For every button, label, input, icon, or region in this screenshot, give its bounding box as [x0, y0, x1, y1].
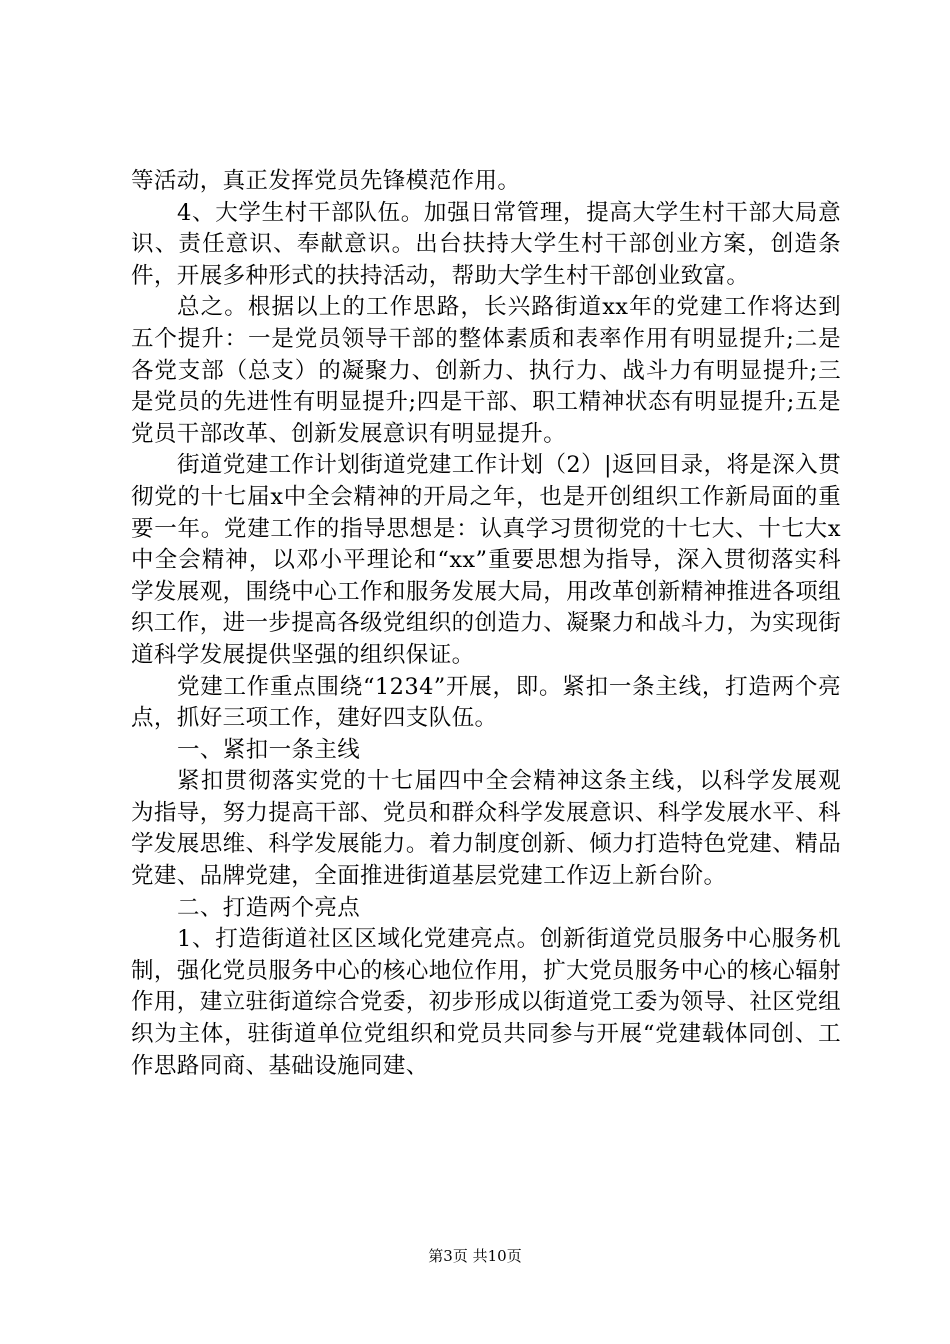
paragraph-6: 紧扣贯彻落实党的十七届四中全会精神这条主线，以科学发展观为指导，努力提高干部、党员和群众科学发展意识、科学发展水平、科学发展思维、科学发展能力。着力制度创新、倾力打造特色党建、精品党建、品牌党建，全面推进街道基层党建工作迈上新台阶。: [131, 768, 841, 890]
section-heading-2: 二、打造两个亮点: [177, 894, 361, 921]
paragraph-7: 1、打造街道社区区域化党建亮点。创新街道党员服务中心服务机制，强化党员服务中心的核心地位作用，扩大党员服务中心的核心辐射作用，建立驻街道综合党委，初步形成以街道党工委为领导、社区党组织为主体，驻街道单位党组织和党员共同参与开展“党建载体同创、工作思路同商、基础设施同建、: [131, 926, 841, 1079]
paragraph-4: 街道党建工作计划街道党建工作计划（2）|返回目录，将是深入贯彻党的十七届x中全会精神的开局之年，也是开创组织工作新局面的重要一年。党建工作的指导思想是：认真学习贯彻党的十七大、十七大x中全会精神，以邓小平理论和“xx”重要思想为指导，深入贯彻落实科学发展观，围绕中心工作和服务发展大局，用改革创新精神推进各项组织工作，进一步提高各级党组织的创造力、凝聚力和战斗力，为实现街道科学发展提供坚强的组织保证。: [131, 452, 841, 668]
document-body: [131, 166, 841, 1082]
paragraph-1: 等活动，真正发挥党员先锋模范作用。: [131, 168, 521, 194]
page-number: 第3页 共10页: [428, 1247, 522, 1265]
page-footer: [0, 1246, 950, 1266]
paragraph-5: 党建工作重点围绕“1234”开展，即。紧扣一条主线，打造两个亮点，抓好三项工作，建好四支队伍。: [131, 673, 841, 732]
section-heading-1: 一、紧扣一条主线: [177, 736, 361, 763]
paragraph-3: 总之。根据以上的工作思路，长兴路街道xx年的党建工作将达到五个提升：一是党员领导干部的整体素质和表率作用有明显提升;二是各党支部（总支）的凝聚力、创新力、执行力、战斗力有明显提升;三是党员的先进性有明显提升;四是干部、职工精神状态有明显提升;五是党员干部改革、创新发展意识有明显提升。: [131, 294, 841, 447]
paragraph-2: 4、大学生村干部队伍。加强日常管理，提高大学生村干部大局意识、责任意识、奉献意识。出台扶持大学生村干部创业方案，创造条件，开展多种形式的扶持活动，帮助大学生村干部创业致富。: [131, 199, 841, 289]
